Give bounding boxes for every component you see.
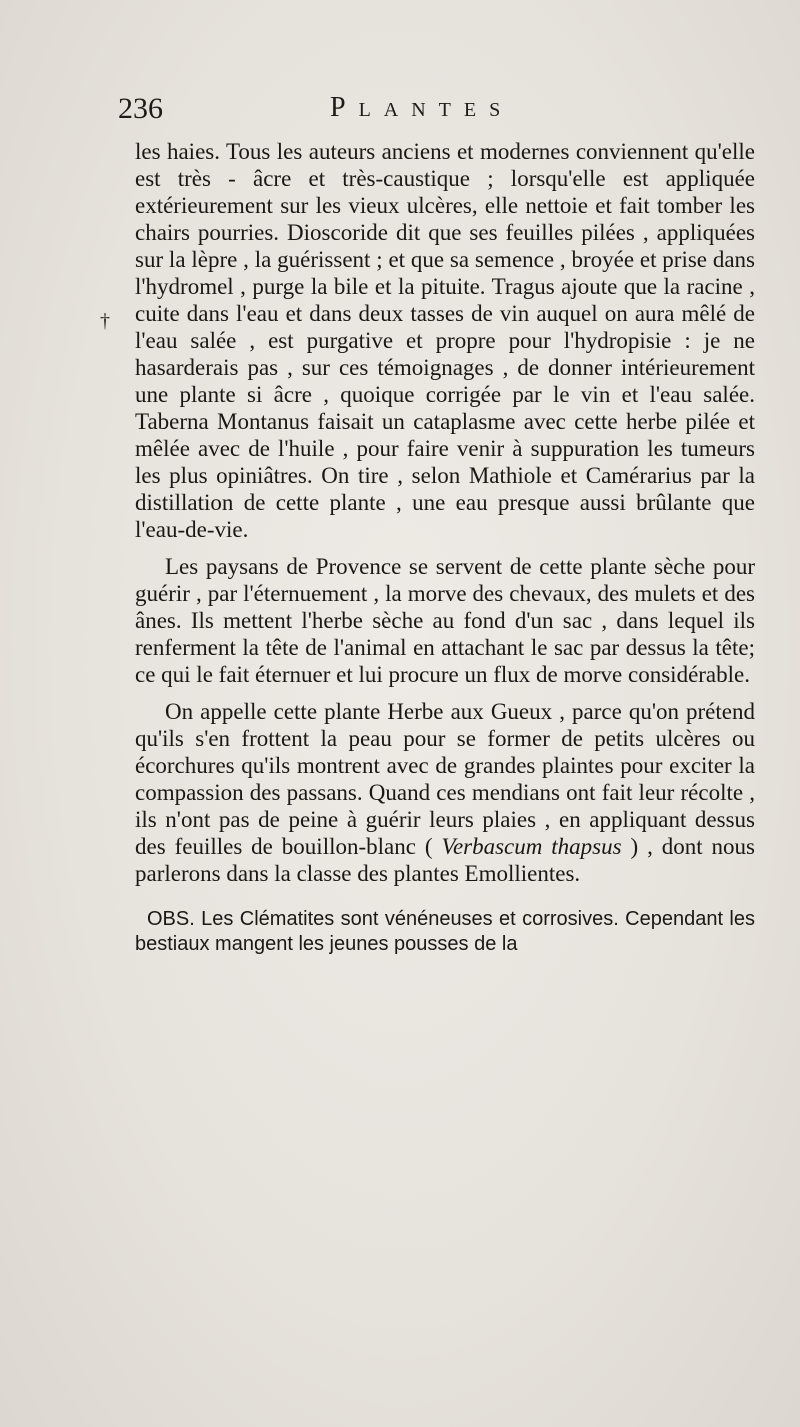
paragraph-3-text-a: On appelle cette plante Herbe aux Gueux , parce qu'on prétend qu'ils s'en frottent la peau pour se former de petits ulcères ou écorchures qu'ils montrent avec de grandes plaintes pour exciter la compassion des passans. Quand ces mendians ont fait leur récolte , ils n'ont pas de peine à guérir leurs plaies , en appliquant dessus des feuilles de bouillon-blanc (: [135, 699, 755, 859]
body-text: [135, 138, 755, 957]
page-number: 236: [118, 92, 163, 125]
paragraph-1: les haies. Tous les auteurs anciens et modernes conviennent qu'elle est très - âcre et très-caustique ; lorsqu'elle est appliquée extérieurement sur les vieux ulcères, elle nettoie et fait tomber les chairs pourries. Dioscoride dit que ses feuilles pilées , appliquées sur la lèpre , la guérissent ; et que sa semence , broyée et prise dans l'hydromel , purge la bile et la pituite. Tragus ajoute que la racine , cuite dans l'eau et dans deux tasses de vin auquel on aura mêlé de l'eau salée , est purgative et propre pour l'hydropisie : je ne hasarderais pas , sur ces témoignages , de donner intérieurement une plante si âcre , quoique corrigée par le vin et l'eau salée. Taberna Montanus faisait un cataplasme avec cette herbe pilée et mêlée avec de l'huile , pour faire venir à suppuration les tumeurs les plus opiniâtres. On tire , selon Mathiole et Camérarius par la distillation de cette plante , une eau presque aussi brûlante que l'eau-de-vie.: [135, 139, 755, 542]
paragraph-3: [135, 698, 755, 887]
running-title: Plantes: [330, 92, 514, 123]
paragraph-2: Les paysans de Provence se servent de cette plante sèche pour guérir , par l'éternuement , la morve des chevaux, des mulets et des ânes. Ils mettent l'herbe sèche au fond d'un sac , dans lequel ils renferment la tête de l'animal en attachant le sac par dessus la tête; ce qui le fait éternuer et lui procure un flux de morve considérable.: [135, 554, 755, 687]
page-header: [118, 92, 718, 132]
observation-note: OBS. Les Clématites sont vénéneuses et corrosives. Cependant les bestiaux mangent les jeunes pousses de la: [135, 908, 755, 955]
margin-mark: †: [100, 310, 110, 332]
paragraph-3-text-b: ) , dont nous parlerons dans la classe des plantes Emollientes.: [135, 834, 755, 886]
latin-plant-name: Verbascum thapsus: [441, 834, 622, 859]
